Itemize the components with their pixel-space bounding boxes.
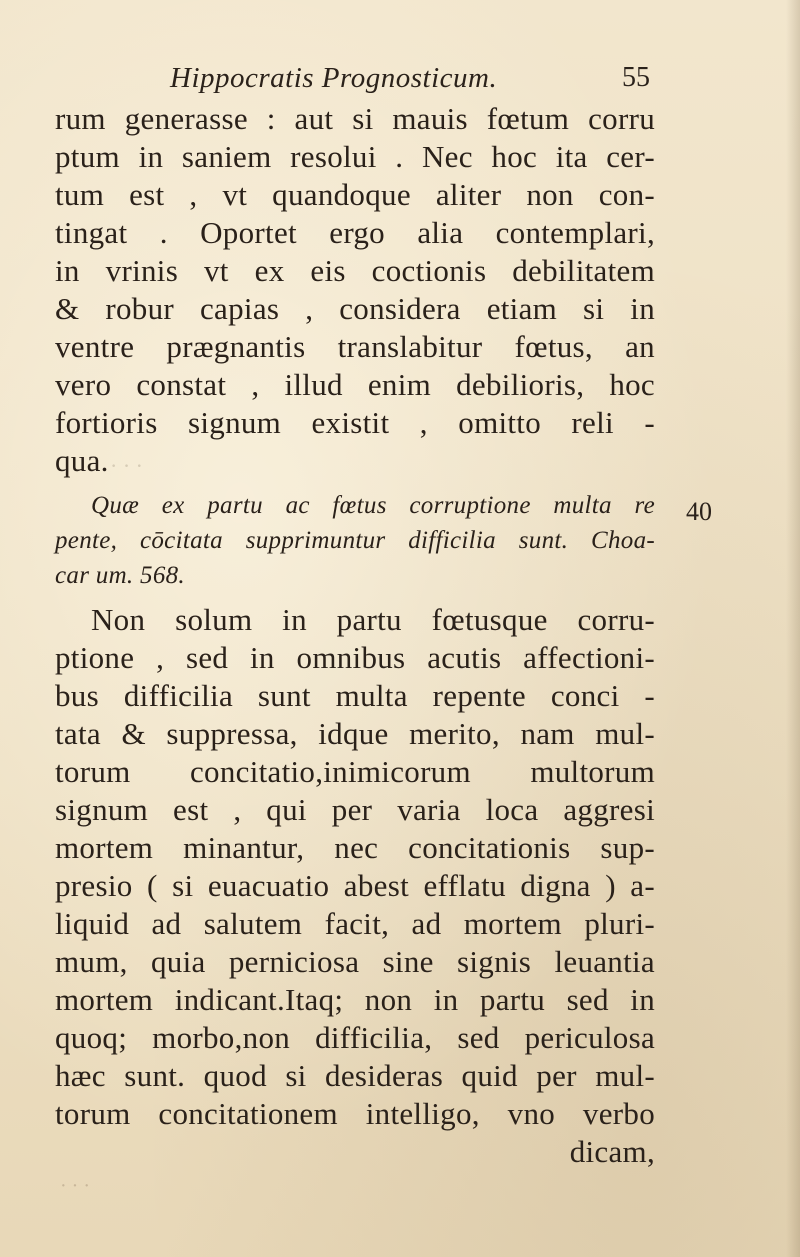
text-line: presio ( si euacuatio abest efflatu digna ) a- [55,868,655,903]
text-line: Non solum in partu fœtusque corru- [91,602,655,637]
text-line: ventre prægnantis translabitur fœtus, an [55,329,655,364]
show-through-ink: · · · [60,1175,90,1197]
text-line: qua. [55,443,109,478]
text-line: quoq; morbo,non difficilia, sed periculosa [55,1020,655,1055]
text-line: tingat . Oportet ergo alia contemplari, [55,215,655,250]
page-number: 55 [622,62,650,93]
text-line: ptione , sed in omnibus acutis affectioni- [55,640,655,675]
aphorism-line: car um. 568. [55,562,185,589]
text-line: vero constat , illud enim debilioris, hoc [55,367,655,402]
paragraph-one [55,100,655,480]
text-line: ptum in saniem resolui . Nec hoc ita cer- [55,139,655,174]
text-line: fortioris signum existit , omitto reli - [55,405,655,440]
page-gutter-shadow [786,0,800,1257]
margin-number: 40 [686,497,712,526]
catchword: dicam, [569,1134,655,1169]
text-line: tum est , vt quandoque aliter non con- [55,177,655,212]
text-line: mortem indicant.Itaq; non in partu sed in [55,982,655,1017]
text-line: mum, quia perniciosa sine signis leuantia [55,944,655,979]
text-line: signum est , qui per varia loca aggresi [55,792,655,827]
page-header [170,62,650,102]
text-line: torum concitatio,inimicorum multorum [55,754,655,789]
text-line: rum generasse : aut si mauis fœtum corru [55,101,655,136]
text-line: & robur capias , considera etiam si in [55,291,655,326]
text-line: liquid ad salutem facit, ad mortem pluri- [55,906,655,941]
aphorism-heading [55,488,655,593]
aphorism-line: pente, cōcitata supprimuntur difficilia sunt. Choa- [55,527,655,554]
running-title: Hippocratis Prognosticum. [170,62,498,94]
aphorism-line: Quæ ex partu ac fœtus corruptione multa re [91,492,655,519]
text-body [55,100,655,1171]
text-line: bus difficilia sunt multa repente conci - [55,678,655,713]
text-line: hæc sunt. quod si desideras quid per mul- [55,1058,655,1093]
text-line: torum concitationem intelligo, vno verbo [55,1096,655,1131]
text-line: tata & suppressa, idque merito, nam mul- [55,716,655,751]
paragraph-two [55,601,655,1171]
text-line: mortem minantur, nec concitationis sup- [55,830,655,865]
show-through-ink: · · · [110,453,143,478]
text-line: in vrinis vt ex eis coctionis debilitatem [55,253,655,288]
